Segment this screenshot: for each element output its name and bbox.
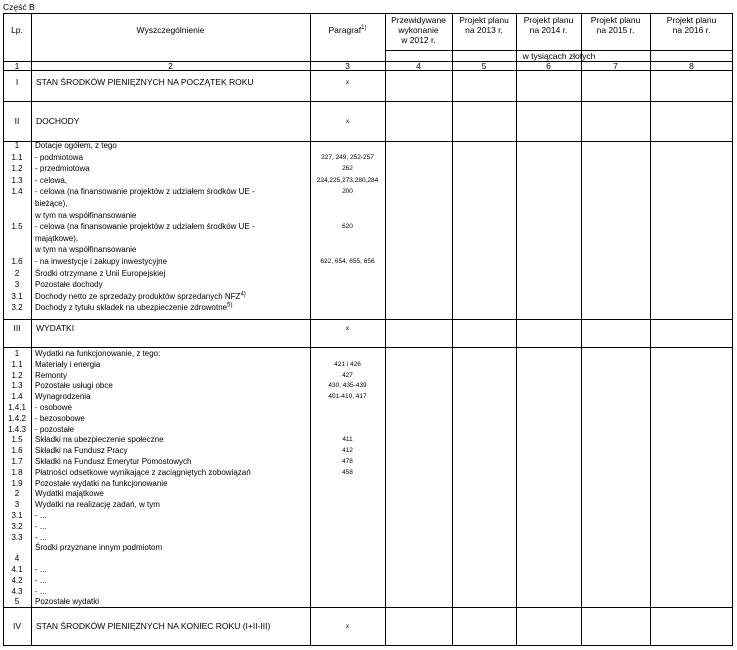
wydatki-row-label: Składki na Fundusz Emerytur Pomostowych [35, 457, 192, 466]
dochody-row-paragraf: 262 [342, 165, 353, 173]
column-number: 2 [168, 61, 173, 71]
wydatki-row-lp: 3 [14, 500, 20, 510]
row-rule [3, 645, 733, 646]
header-unit: w tysiącach złotych [522, 51, 596, 61]
wydatki-row-paragraf: 430, 435-439 [328, 382, 367, 390]
wydatki-row-label: Pozostałe wydatki na funkcjonowanie [35, 478, 168, 488]
wydatki-row-label: - ... [35, 511, 47, 520]
wydatki-row-lp: 2 [14, 489, 20, 499]
header-col6: Projekt planu na 2014 r. [523, 15, 574, 35]
wydatki-row-lp: 1.8 [11, 467, 23, 477]
column-number: 3 [345, 61, 350, 71]
wydatki-row-lp: 1.7 [11, 457, 23, 466]
dochody-row-label: Dotacje ogółem, z tego [35, 141, 117, 150]
section-lp: IV [12, 621, 22, 631]
wydatki-row-label: Remonty [35, 370, 68, 380]
dochody-row-label: - podmiotowa [35, 152, 84, 162]
wydatki-row-lp: 1.6 [11, 446, 23, 456]
wydatki-row-label: - ... [35, 532, 47, 542]
dochody-row-lp: 1.5 [11, 222, 23, 232]
wydatki-row-paragraf: 401-410, 417 [328, 393, 367, 401]
dochody-row-lp: 1.6 [11, 257, 23, 266]
wydatki-row-paragraf: 427 [342, 371, 353, 379]
wydatki-row-lp: 1.4.1 [8, 403, 26, 412]
wydatki-row-label: - osobowe [35, 403, 72, 412]
dochody-row-paragraf: 200 [342, 188, 353, 196]
col-rule [516, 13, 517, 645]
section-label: DOCHODY [36, 116, 80, 126]
wydatki-row-label: Składki na Fundusz Pracy [35, 446, 128, 456]
wydatki-row-lp: 4.2 [11, 575, 23, 585]
wydatki-row-paragraf: 458 [342, 468, 353, 476]
column-number: 8 [689, 61, 694, 71]
wydatki-row-lp: 1.2 [11, 370, 23, 380]
dochody-row-label: Pozostałe dochody [35, 280, 103, 290]
dochody-row-lp: 3.2 [11, 303, 23, 313]
wydatki-row-lp: 5 [14, 597, 20, 607]
dochody-row-paragraf: 622, 654, 655, 656 [320, 258, 375, 265]
wydatki-row-label: Wydatki na funkcjonowanie, z tego: [35, 349, 161, 358]
section-label: WYDATKI [36, 323, 75, 333]
row-rule [3, 13, 733, 14]
row-rule [3, 347, 733, 348]
wydatki-row-lp: 4 [14, 554, 20, 564]
col-rule [581, 13, 582, 645]
column-number: 1 [14, 61, 20, 71]
budget-table [3, 13, 733, 645]
wydatki-row-lp: 1.5 [11, 435, 23, 445]
wydatki-row-lp: 3.2 [11, 521, 23, 531]
dochody-row-label: w tym na współfinansowanie [35, 245, 137, 255]
wydatki-row-label: - ... [35, 565, 47, 574]
section-lp: III [13, 323, 21, 333]
wydatki-row-label: - ... [35, 521, 47, 531]
header-paragraf: Paragraf$^{1)}$ [328, 25, 367, 35]
wydatki-row-label: Materiały i energia [35, 359, 101, 369]
dochody-row-lp: 3 [14, 280, 20, 290]
col-rule [385, 13, 386, 645]
wydatki-row-paragraf: 412 [342, 447, 353, 455]
header-desc: Wyszczególnienie [136, 25, 205, 35]
wydatki-row-label: - ... [35, 575, 47, 585]
wydatki-row-label: Wydatki na realizację zadań, w tym [35, 500, 160, 510]
dochody-row-label: - celowa (na finansowanie projektów z udziałem środków UE - [35, 187, 255, 197]
header-col8: Projekt planu na 2016 r. [666, 15, 717, 35]
dochody-row-label: bieżące), [35, 199, 68, 208]
row-rule [3, 101, 733, 102]
dochody-row-label: Dochody netto ze sprzedaży produktów sprzedanych NFZ$^{4)}$ [35, 291, 246, 301]
dochody-row-label: majątkowe), [35, 233, 79, 243]
wydatki-row-label: Pozostałe usługi obce [35, 381, 113, 391]
header-col4: Przewidywane wykonanie w 2012 r. [391, 15, 446, 45]
dochody-row-label: Środki otrzymane z Unii Europejskiej [35, 268, 166, 278]
footnote-marker: 1) [361, 25, 367, 32]
dochody-row-paragraf: 224,225,273,280,284 [316, 176, 379, 184]
column-number: 7 [613, 61, 618, 71]
dochody-row-lp: 3.1 [11, 291, 23, 301]
section-label: STAN ŚRODKÓW PIENIĘŻNYCH NA KONIEC ROKU (I+II-III) [36, 621, 271, 631]
wydatki-row-label: Środki przyznane innym podmiotom [35, 543, 163, 553]
wydatki-row-paragraf: 411 [342, 436, 353, 444]
section-lp: II [14, 116, 20, 126]
wydatki-row-lp: 1.4 [11, 392, 23, 402]
wydatki-row-lp: 1.4.3 [8, 424, 26, 434]
dochody-row-label: - przedmiotowa [35, 164, 90, 174]
dochody-row-lp: 1.3 [11, 175, 23, 185]
dochody-row-label: - celowa, [35, 175, 68, 185]
dochody-row-paragraf: 227, 249, 252-257 [321, 153, 374, 161]
wydatki-row-lp: 1.3 [11, 381, 23, 391]
header-lp: Lp. [11, 25, 23, 35]
column-number: 6 [546, 61, 551, 71]
dochody-row-label: Dochody z tytułu składek na ubezpieczenie zdrowotne$^{5)}$ [35, 302, 233, 313]
wydatki-row-label: Pozostałe wydatki [35, 597, 100, 607]
dochody-row-paragraf: 620 [342, 223, 353, 231]
footnote-marker: 4) [240, 291, 246, 298]
wydatki-row-label: Wydatki majątkowe [35, 489, 104, 499]
header-col5: Projekt planu na 2013 r. [459, 15, 509, 35]
wydatki-row-label: Płatności odsetkowe wynikające z zaciągniętych zobowiązań [35, 467, 251, 477]
section-paragraf: x [345, 79, 350, 86]
section-paragraf: x [345, 623, 350, 630]
column-number: 4 [416, 61, 421, 71]
section-label: STAN ŚRODKÓW PIENIĘŻNYCH NA POCZĄTEK ROKU [36, 77, 254, 87]
wydatki-row-lp: 1.1 [11, 359, 23, 369]
wydatki-row-lp: 3.3 [11, 532, 23, 542]
section-paragraf: x [345, 325, 350, 332]
wydatki-row-label: Wynagrodzenia [35, 392, 91, 402]
wydatki-row-lp: 4.3 [11, 586, 23, 596]
wydatki-row-label: - ... [35, 586, 47, 596]
footnote-marker: 5) [227, 302, 233, 309]
dochody-row-lp: 1.4 [11, 187, 23, 197]
col-rule [650, 13, 651, 645]
col-rule [31, 13, 32, 645]
wydatki-row-paragraf: 478 [342, 458, 353, 465]
dochody-row-lp: 2 [14, 268, 20, 278]
part-title: Część B [3, 2, 35, 12]
section-lp: I [15, 77, 19, 87]
dochody-row-lp: 1 [14, 141, 20, 150]
row-rule [3, 319, 733, 320]
wydatki-row-label: - pozostałe [35, 424, 75, 434]
wydatki-row-lp: 1.9 [11, 478, 23, 488]
section-paragraf: x [345, 118, 350, 125]
dochody-row-lp: 1.1 [11, 152, 23, 162]
wydatki-row-lp: 1 [14, 349, 20, 358]
dochody-row-lp: 1.2 [11, 164, 23, 174]
wydatki-row-label: Składki na ubezpieczenie społeczne [35, 435, 164, 445]
col-rule [732, 13, 733, 645]
wydatki-row-paragraf: 421 i 426 [334, 360, 361, 368]
row-rule [3, 607, 733, 608]
wydatki-row-lp: 4.1 [11, 565, 23, 574]
dochody-row-label: w tym na współfinansowanie [35, 210, 137, 220]
dochody-row-label: - na inwestycje i zakupy inwestycyjne [35, 257, 168, 266]
wydatki-row-lp: 1.4.2 [8, 413, 26, 423]
wydatki-row-lp: 3.1 [11, 511, 23, 520]
header-col7: Projekt planu na 2015 r. [590, 15, 641, 35]
dochody-row-label: - celowa (na finansowanie projektów z udziałem środków UE - [35, 222, 255, 232]
column-number: 5 [481, 61, 487, 71]
wydatki-row-label: - bezosobowe [35, 413, 85, 423]
col-rule [452, 13, 453, 645]
